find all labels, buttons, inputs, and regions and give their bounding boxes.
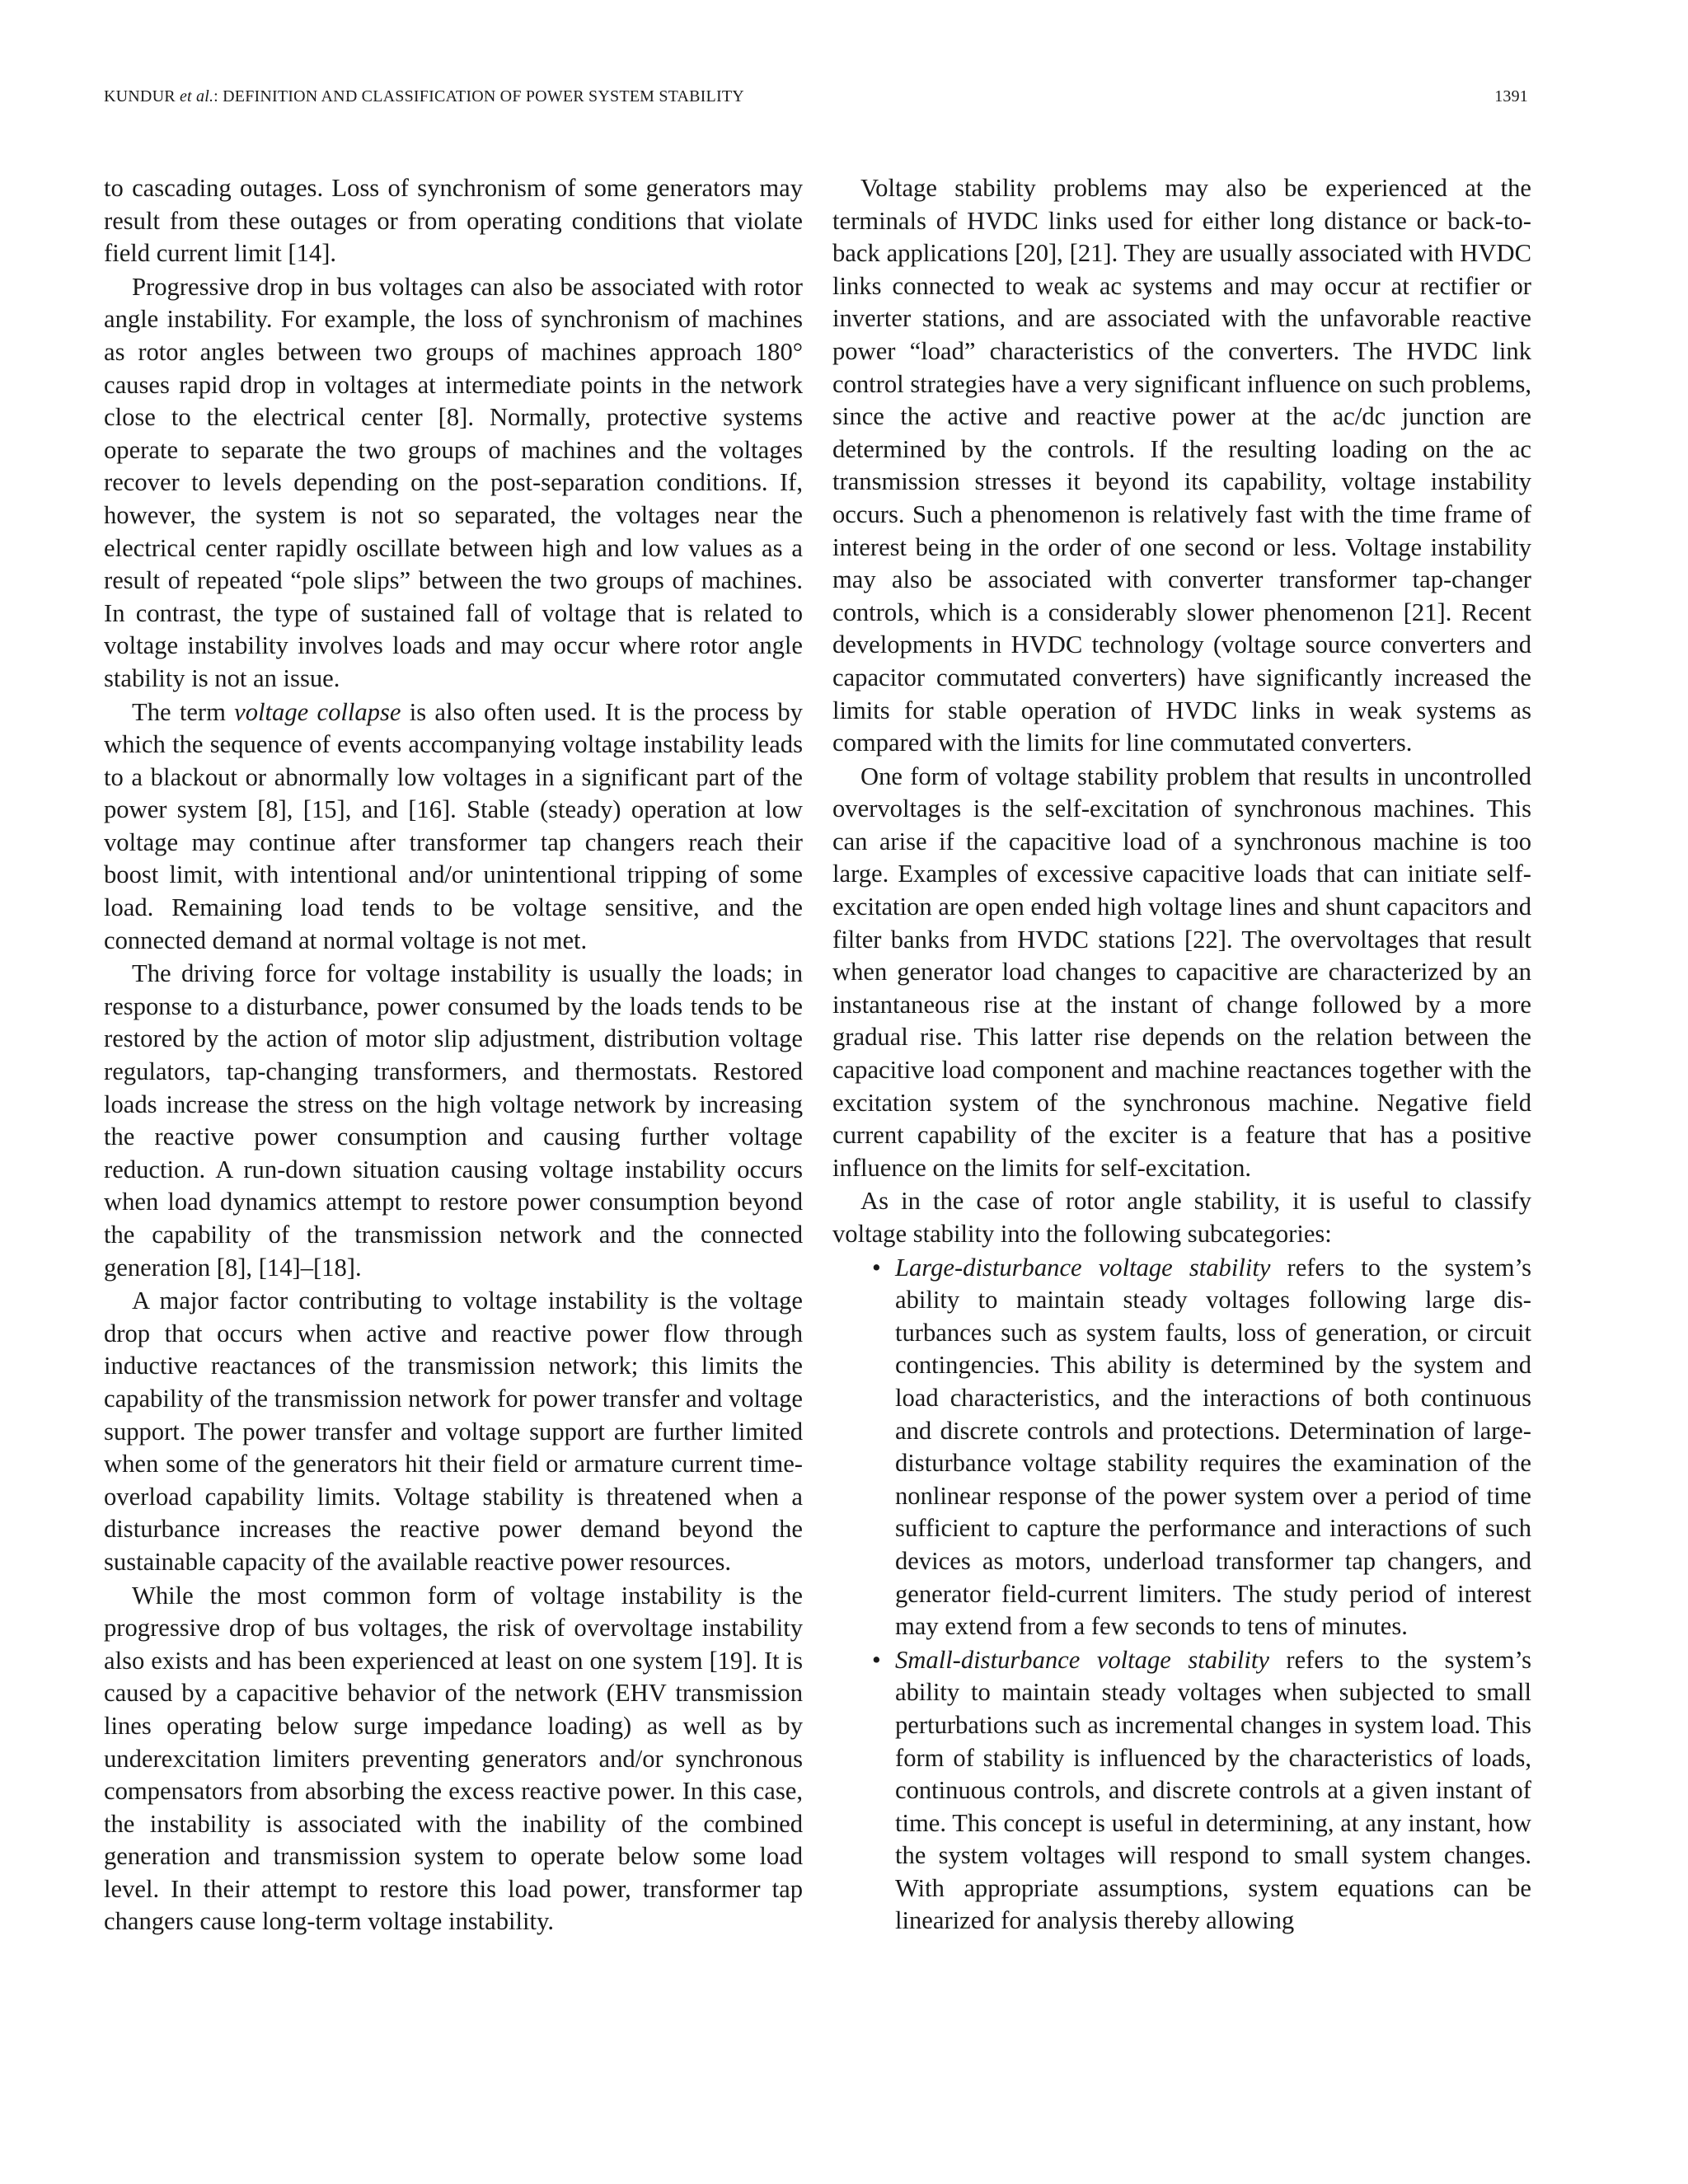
paragraph-rotor-angle-voltage-drop: Progressive drop in bus voltages can also be associated with rotor angle instability. For example, the loss of synchronism of machines as rotor angles between two groups of machines approach 180° causes rapid drop in voltages at intermediate points in the network close to the electrical center [8]. Normally, protective systems operate to separate the two groups of machines and the voltages recover to levels depending on the post-separation conditions. If, however, the system is not so separated, the voltages near the electrical center rapidly oscillate between high and low values as a result of repeated “pole slips” between the two groups of machines. In contrast, the type of sustained fall of voltage that is related to voltage instability involves loads and may occur where rotor angle stability is not an issue. bbox=[104, 272, 803, 692]
list-item-small-disturbance bbox=[872, 1644, 1531, 1938]
paragraph-voltage-collapse bbox=[104, 696, 803, 958]
header-authors: KUNDUR bbox=[104, 87, 176, 105]
list-item-term: Large-disturbance voltage stability bbox=[895, 1253, 1271, 1282]
bullet-mark: • bbox=[872, 1253, 881, 1282]
paragraph-major-factor: A major factor contributing to voltage instability is the voltage drop that occurs when active and reactive power flow through inductive reactances of the transmission network; this limits the capability of the transmission network for power transfer and voltage support. The power transfer and voltage support are further limited when some of the generators hit their field or armature current time-overload capability limits. Voltage stability is threatened when a disturbance increases the reactive power demand beyond the sustainable capacity of the available reactive power resources. bbox=[104, 1286, 803, 1576]
bullet-mark: • bbox=[872, 1645, 881, 1674]
paragraph-driving-force: The driving force for voltage instability is usually the loads; in response to a disturbance, power consumed by the loads tends to be restored by the action of motor slip adjustment, distribution voltage regulators, tap-changing transformers, and thermostats. Restored loads increase the stress on the high voltage network by increasing the reactive power consumption and causing further voltage reduction. A run-down situation causing voltage instability occurs when load dynamics attempt to restore power consumption beyond the capability of the transmission network and the connected generation [8], [14]–[18]. bbox=[104, 959, 803, 1282]
list-item-term: Small-disturbance voltage stability bbox=[895, 1645, 1269, 1674]
list-item-large-disturbance bbox=[872, 1252, 1531, 1643]
paragraph-hvdc: Voltage stability problems may also be experienced at the terminals of HVDC links used for either long distance or back-to-back applications [20], [21]. They are usually associated with HVDC links connected to weak ac systems and may occur at rectifier or inverter stations, and are associated with the unfavorable reactive power “load” characteristics of the converters. The HVDC link control strategies have a very significant influence on such problems, since the active and reactive power at the ac/dc junction are determined by the controls. If the resulting loading on the ac transmission stresses it beyond its capability, voltage instability occurs. Such a phenomenon is relatively fast with the time frame of interest being in the order of one second or less. Voltage instability may also be associated with converter transformer tap-changer controls, which is a considerably slower phenomenon [21]. Recent developments in HVDC technology (voltage source converters and capacitor commutated converters) have significantly increased the limits for stable operation of HVDC links in weak systems as compared with the limits for line commutated converters. bbox=[832, 174, 1531, 757]
header-etal: et al. bbox=[179, 87, 214, 105]
header-title-text: : DEFINITION AND CLASSIFICATION OF POWER SYSTEM STABILITY bbox=[213, 87, 744, 105]
left-column bbox=[104, 172, 803, 1938]
right-column bbox=[832, 172, 1531, 1938]
paragraph-overvoltage-instability: While the most common form of voltage instability is the progressive drop of bus voltages, the risk of overvoltage instability also exists and has been experienced at least on one system [19]. It is caused by a capacitive behavior of the network (EHV transmission lines operating below surge impedance loading) as well as by underexcitation limiters preventing generators and/or synchronous compensators from absorbing the excess reactive power. In this case, the instability is associated with the inability of the combined generation and transmission system to operate below some load level. In their attempt to restore this load power, transformer tap changers cause long-term voltage instability. bbox=[104, 1581, 803, 1936]
running-header bbox=[104, 87, 1528, 112]
voltage-collapse-body: is also often used. It is the process by which the sequence of events accompanying voltage instability leads to a blackout or abnormally low voltages in a significant part of the power system [8], [15], and [16]. Stable (steady) operation at low voltage may continue after transformer tap changers reach their boost limit, with intentional and/or unintentional tripping of some load. Remaining load tends to be voltage sensitive, and the connected demand at normal voltage is not met. bbox=[104, 697, 803, 954]
list-item-text: refers to the system’s ability to maintain steady voltages following large disturbances such as system faults, loss of generation, or circuit contingencies. This ability is determined by the system and load characteristics, and the interactions of both continuous and discrete controls and protections. Determination of large-disturbance voltage stability requires the examination of the nonlinear response of the power system over a period of time sufficient to capture the performance and interactions of such devices as motors, underload transformer tap changers, and generator field-current limiters. The study period of interest may extend from a few seconds to tens of minutes. bbox=[895, 1253, 1531, 1641]
paragraph-continued: to cascading outages. Loss of synchronism of some generators may result from these outages or from operating conditions that violate field current limit [14]. bbox=[104, 174, 803, 268]
voltage-collapse-term: voltage collapse bbox=[234, 697, 401, 726]
voltage-collapse-lead: The term bbox=[132, 697, 235, 726]
subcategory-list bbox=[832, 1252, 1531, 1938]
paragraph-self-excitation: One form of voltage stability problem that results in uncontrolled overvoltages is the self-excitation of synchronous machines. This can arise if the capacitive load of a synchronous machine is too large. Examples of excessive capacitive loads that can initiate self-excitation are open ended high voltage lines and shunt capacitors and filter banks from HVDC stations [22]. The overvoltages that result when generator load changes to capacitive are characterized by an instantaneous rise at the instant of change followed by a more gradual rise. This latter rise depends on the relation between the capacitive load component and machine reactances together with the excitation system of the synchronous machine. Negative field current capability of the exciter is a feature that has a positive influence on the limits for self-excitation. bbox=[832, 762, 1531, 1182]
paragraph-subcategories-intro: As in the case of rotor angle stability, it is useful to classify voltage stability into the following subcategories: bbox=[832, 1187, 1531, 1248]
list-item-text: refers to the system’s ability to maintain steady voltages when subjected to small perturbations such as incremental changes in system load. This form of stability is influenced by the characteristics of loads, continuous controls, and discrete controls at a given instant of time. This concept is useful in determining, at any instant, how the system voltages will respond to small system changes. With appropriate assumptions, system equations can be linearized for analysis thereby allowing bbox=[895, 1645, 1531, 1935]
page-number: 1391 bbox=[1494, 87, 1528, 105]
running-header-title bbox=[104, 87, 744, 106]
